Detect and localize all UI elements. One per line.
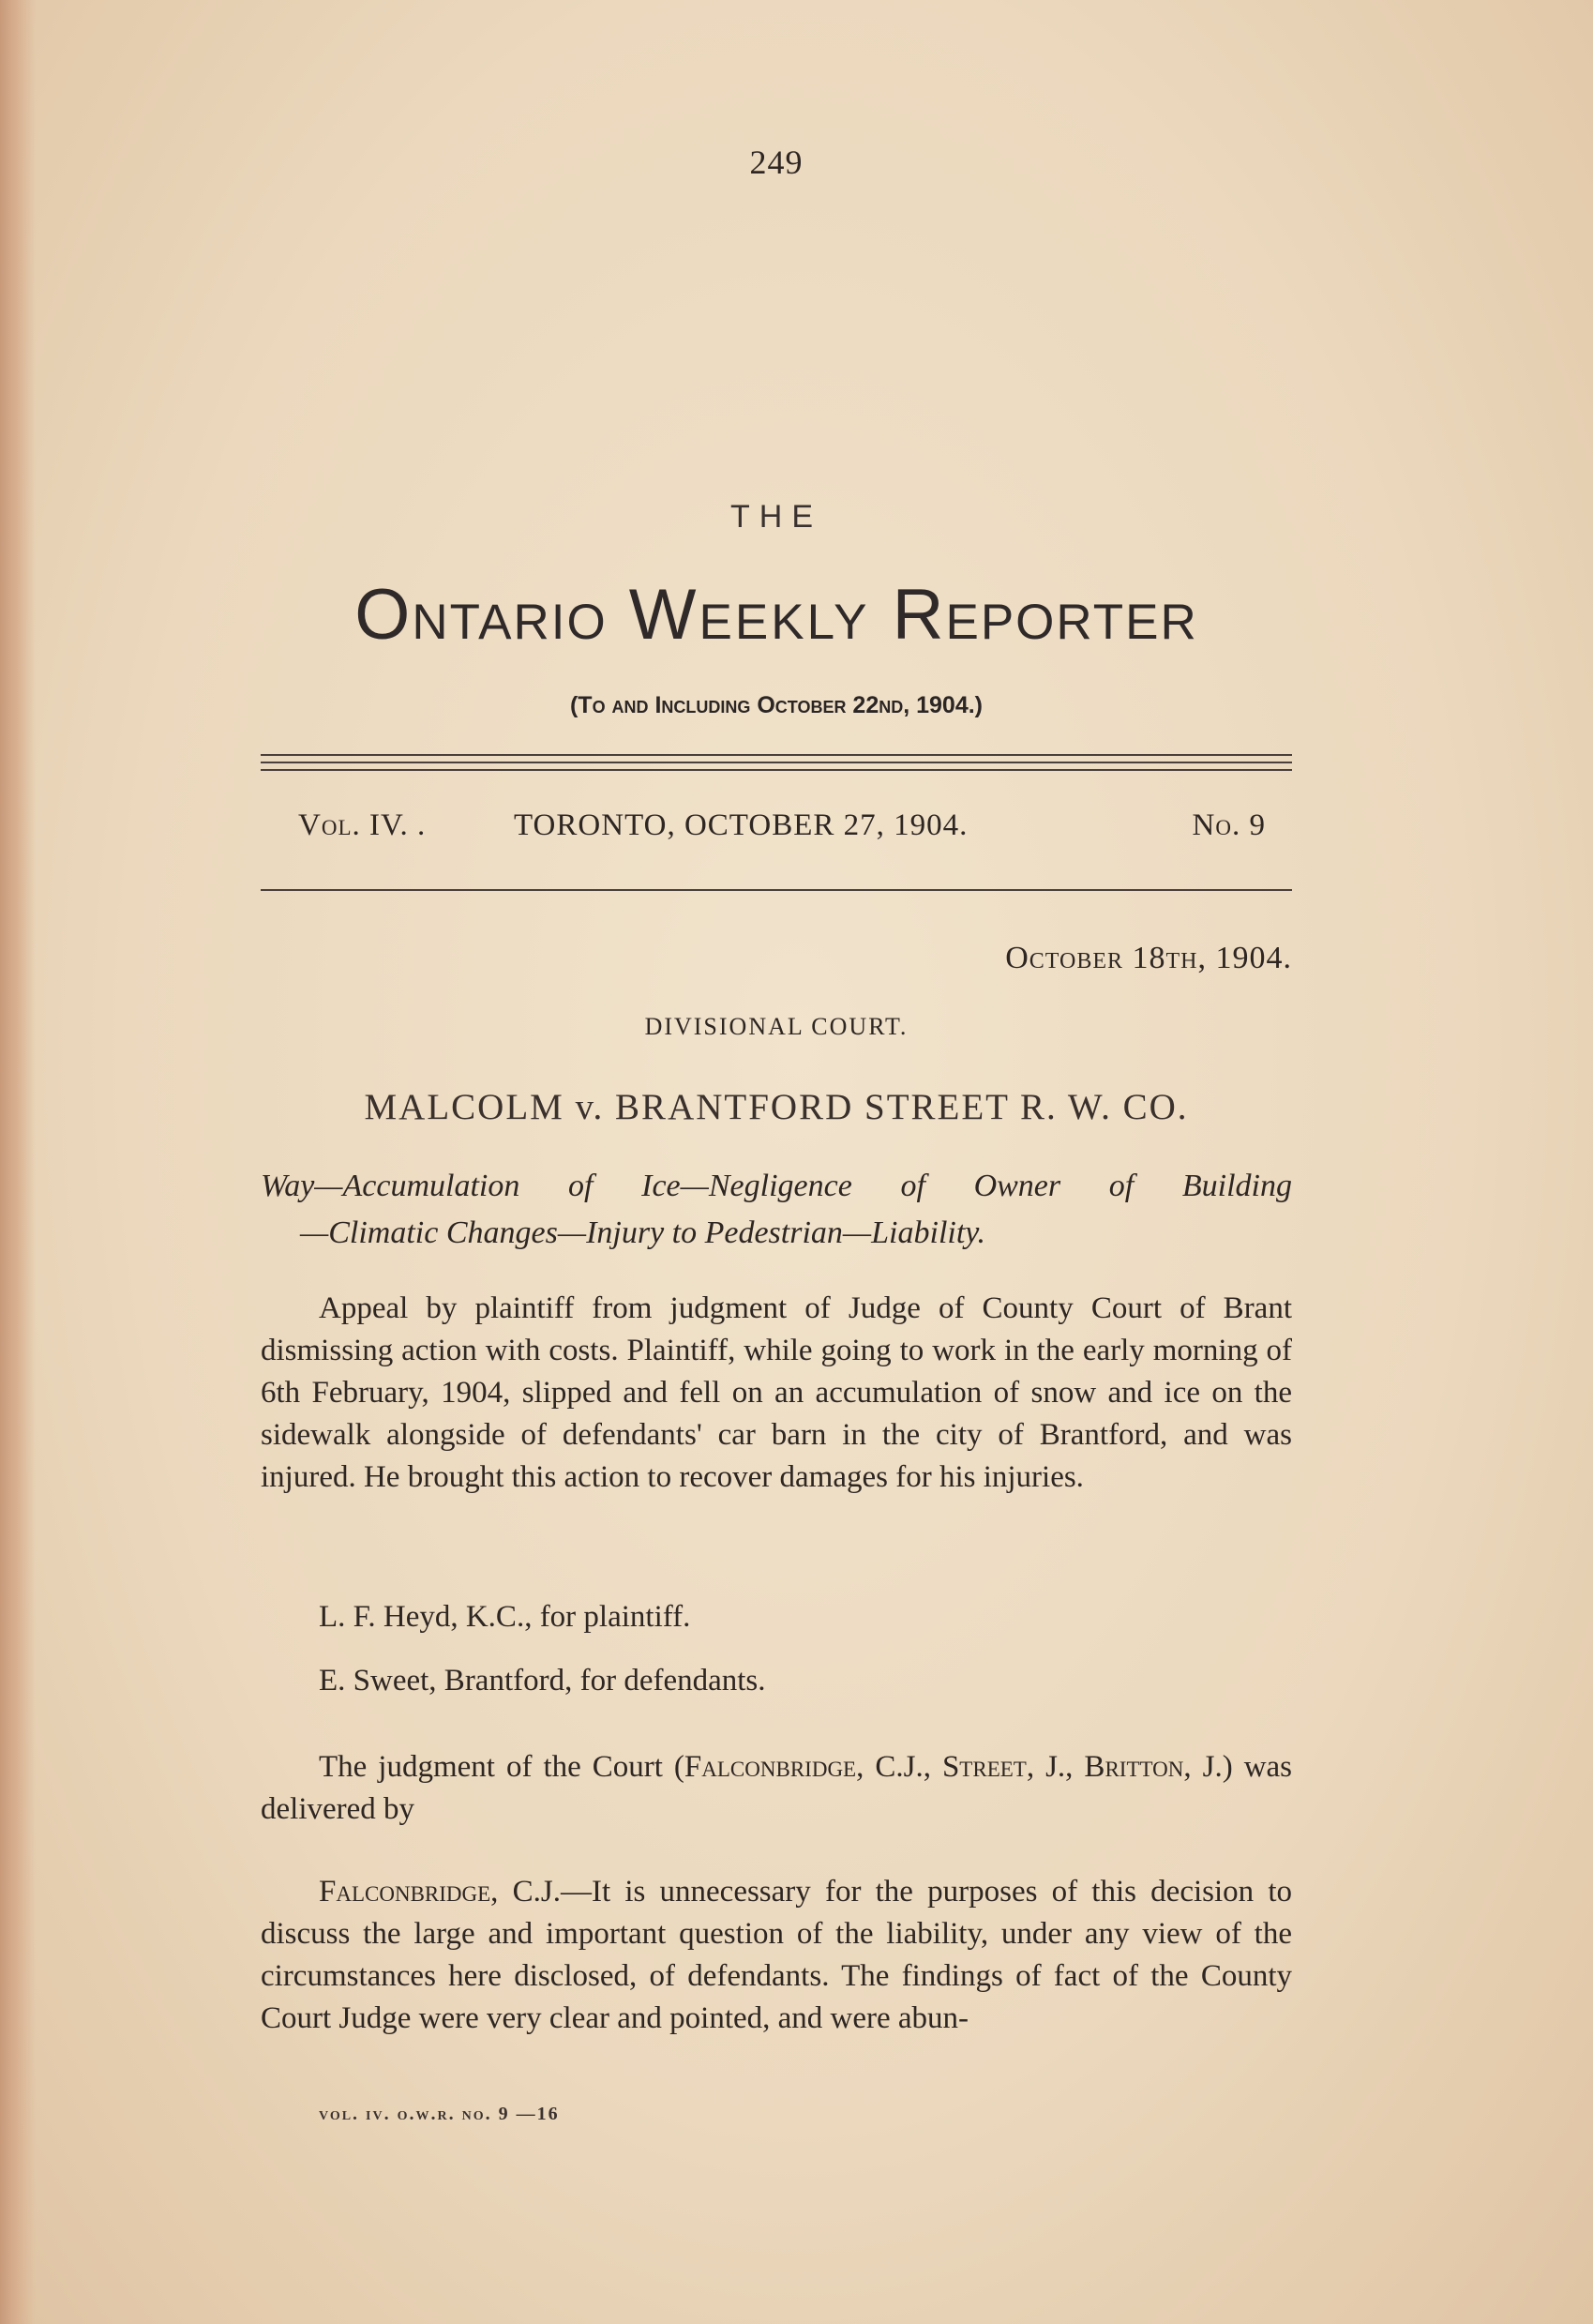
issue-rule xyxy=(261,889,1292,891)
case-title: MALCOLM v. BRANTFORD STREET R. W. CO. xyxy=(364,1087,1189,1127)
journal-title-part-2: Weekly xyxy=(628,575,893,655)
journal-title-part-1: Ontario xyxy=(354,575,629,655)
masthead-rule xyxy=(261,754,1292,756)
place-date: TORONTO, OCTOBER 27, 1904. xyxy=(514,808,969,842)
counsel-plaintiff: L. F. Heyd, K.C., for plaintiff. xyxy=(319,1600,691,1634)
judgment-judges: Falconbridge, C.J., Street, J., Britton, J. xyxy=(684,1750,1223,1784)
opinion-judge: Falconbridge, C.J. xyxy=(319,1875,561,1909)
judgment-intro-before: The judgment of the Court ( xyxy=(319,1750,684,1784)
headnote-line-1: Way—Accumulation of Ice—Negligence of Owner of Building xyxy=(261,1169,1292,1203)
headnote xyxy=(261,1163,1292,1257)
opinion-text: —It is unnecessary for the purposes of this decision to discuss the large and important question of the liability, under any view of the circumstances here disclosed, of defendants. The findings of fact of the County Court Judge were very clear and pointed, and were abun- xyxy=(261,1875,1292,2035)
appeal-text: Appeal by plaintiff from judgment of Judge of County Court of Brant dismissing action with costs. Plaintiff, while going to work in the early morning of 6th February, 1904, slipped and fell on an accumulation of snow and ice on the sidewalk alongside of defendants' car barn in the city of Brantford, and was injured. He brought this action to recover damages for his injuries. xyxy=(261,1291,1292,1494)
page-number: 249 xyxy=(749,143,804,181)
headnote-line-2: —Climatic Changes—Injury to Pedestrian—Liability. xyxy=(300,1215,985,1250)
journal-title-part-3: Reporter xyxy=(892,575,1198,655)
appeal-paragraph xyxy=(261,1288,1292,1499)
footer-signature: vol. iv. o.w.r. no. 9 —16 xyxy=(319,2104,560,2124)
issue-number: No. 9 xyxy=(1192,808,1266,842)
judgment-intro-after: ) was delivered by xyxy=(261,1750,1293,1826)
counsel-defendants: E. Sweet, Brantford, for defendants. xyxy=(319,1664,766,1698)
judgment-intro xyxy=(261,1746,1292,1831)
opinion-paragraph xyxy=(261,1871,1292,2040)
binding-edge xyxy=(0,0,36,2324)
decision-date: October 18th, 1904. xyxy=(1005,941,1292,975)
masthead-the: THE xyxy=(730,499,822,535)
masthead-rule xyxy=(261,769,1292,771)
coverage-note: (To and Including October 22nd, 1904.) xyxy=(569,692,984,718)
court-name: DIVISIONAL COURT. xyxy=(644,1013,909,1040)
masthead-rule xyxy=(261,762,1292,763)
journal-title xyxy=(261,574,1292,656)
volume: Vol. IV. . xyxy=(298,808,427,842)
